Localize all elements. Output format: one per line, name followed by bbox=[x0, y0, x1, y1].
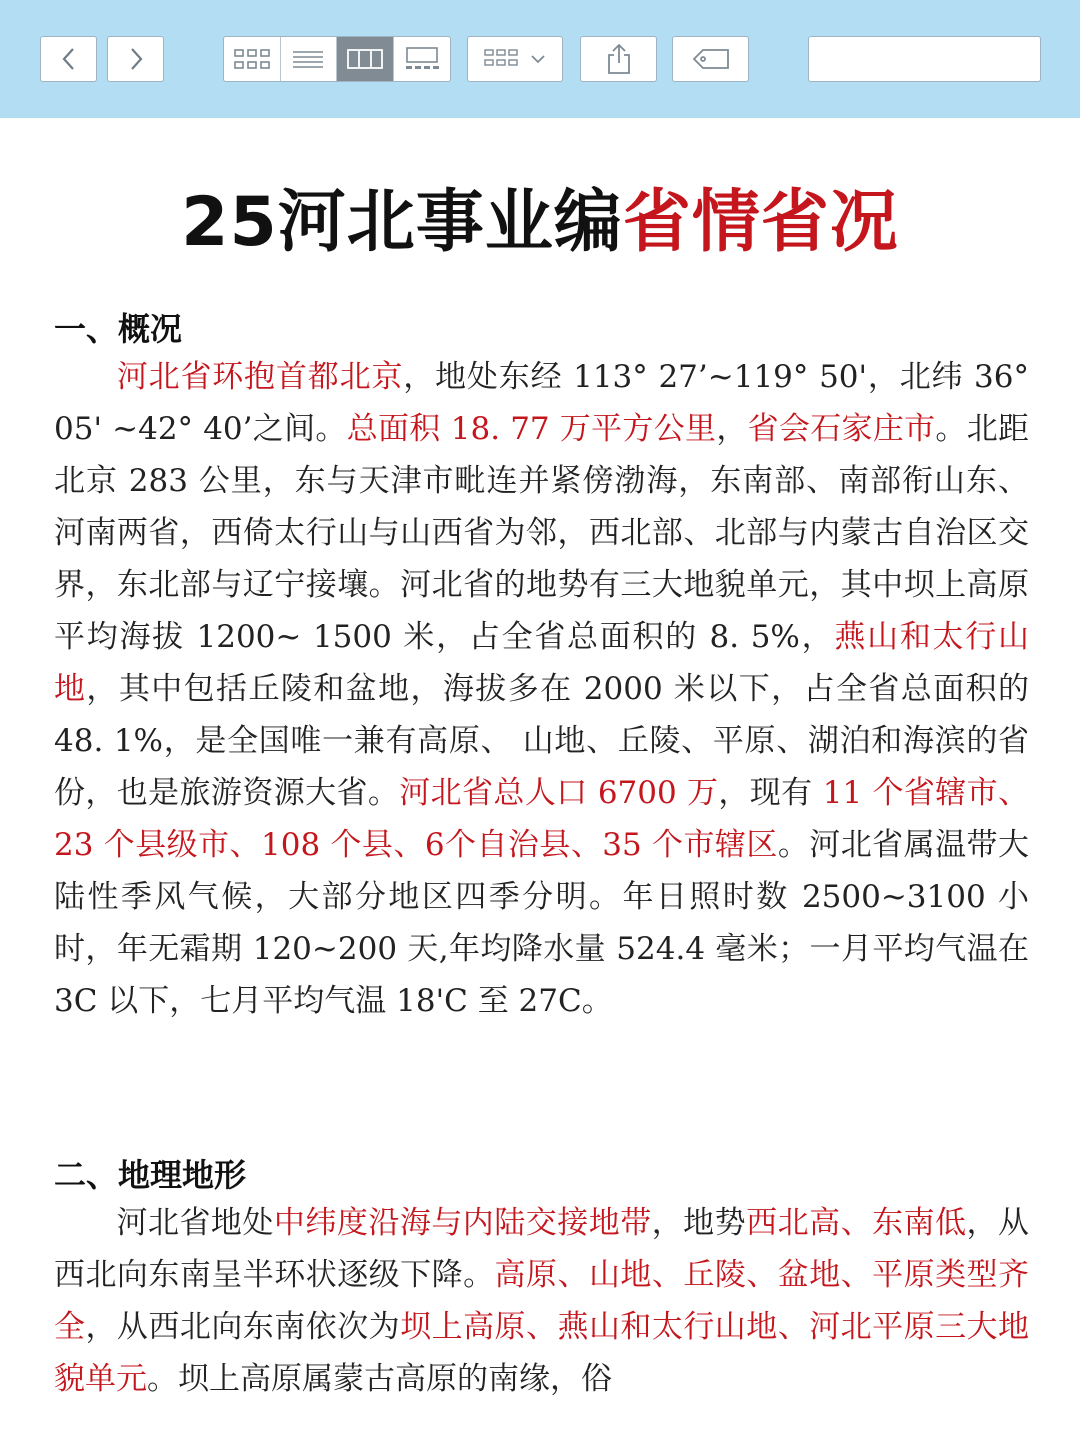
highlight-text: 坝上高原、燕山和太行山地、河北平原三大地貌单元 bbox=[54, 1309, 1030, 1397]
highlight-text: 西北高、东南低 bbox=[746, 1205, 967, 1241]
back-button[interactable] bbox=[40, 36, 97, 82]
share-button[interactable] bbox=[580, 36, 657, 82]
share-icon bbox=[605, 43, 633, 75]
title-black: 25河北事业编 bbox=[181, 183, 623, 262]
chevron-left-icon bbox=[59, 46, 79, 72]
overview-paragraph bbox=[54, 351, 1029, 1027]
forward-button[interactable] bbox=[107, 36, 164, 82]
body-text: 。河北省属温带大陆性季风气候，大部分地区四季分明。年日照时数 2500~3100 小时，年无霜期 120~200 天,年均降水量 524.4 毫米；一月平均气温在 3C 以下，七月平均气温 18'C 至 27C。 bbox=[54, 827, 1029, 1019]
body-text: ，其中包括丘陵和盆地，海拔多在 2000 米以下，占全省总面积的 48. 1%，是全国唯一兼有高原、 山地、丘陵、平原、湖泊和海滨的省份，也是旅游资源大省。 bbox=[54, 671, 1030, 811]
column-view-icon bbox=[346, 47, 384, 71]
list-view-icon bbox=[291, 47, 325, 71]
section-heading-geography: 二、地理地形 bbox=[54, 1156, 247, 1194]
view-mode-group bbox=[223, 36, 451, 82]
body-text: 。坝上高原属蒙古高原的南缘，俗 bbox=[147, 1361, 612, 1397]
highlight-text: 高原、山地、丘陵、盆地、平原类型齐全 bbox=[54, 1257, 1030, 1345]
title-red: 省情省况 bbox=[622, 183, 899, 262]
body-text: ，地势 bbox=[651, 1205, 747, 1241]
group-by-button[interactable] bbox=[467, 36, 563, 82]
page-title bbox=[0, 168, 1080, 265]
grid-view-icon bbox=[233, 47, 271, 71]
chevron-right-icon bbox=[126, 46, 146, 72]
view-gallery-button[interactable] bbox=[394, 37, 451, 81]
search-input[interactable] bbox=[825, 48, 1054, 71]
body-text: 河北省地处 bbox=[116, 1205, 274, 1241]
highlight-text: 燕山和太行山地 bbox=[54, 619, 1029, 707]
chevron-down-icon bbox=[529, 52, 547, 66]
view-list-button[interactable] bbox=[281, 37, 338, 81]
gallery-view-icon bbox=[403, 46, 441, 72]
highlight-text: 11 个省辖市、23 个县级市、108 个县、6个自治县、35 个市辖区 bbox=[54, 775, 1029, 863]
tag-button[interactable] bbox=[672, 36, 749, 82]
highlight-text: 省会石家庄市 bbox=[747, 411, 936, 447]
body-text: ， bbox=[716, 411, 748, 447]
view-icons-button[interactable] bbox=[224, 37, 281, 81]
body-text: ，现有 bbox=[718, 775, 823, 811]
body-text: ，从西北向东南呈半环状逐级下降。 bbox=[54, 1205, 1030, 1293]
highlight-text: 河北省总人口 6700 万 bbox=[399, 775, 719, 811]
group-grid-icon bbox=[483, 47, 523, 71]
highlight-text: 总面积 18. 77 万平方公里 bbox=[346, 411, 717, 447]
tag-icon bbox=[691, 47, 731, 71]
body-text: ，地处东经 113° 27’~119° 50'，北纬 36° 05' ~42° 40’之间。 bbox=[54, 359, 1029, 447]
body-text: 。北距北京 283 公里，东与天津市毗连并紧傍渤海，东南部、南部衔山东、河南两省，西倚太行山与山西省为邻，西北部、北部与内蒙古自治区交界，东北部与辽宁接壤。河北省的地势有三大地貌单元，其中坝上高原平均海拔 1200~ 1500 米，占全省总面积的 8. 5%， bbox=[54, 411, 1030, 655]
body-text: ，从西北向东南依次为 bbox=[85, 1309, 401, 1345]
geography-paragraph bbox=[54, 1197, 1029, 1405]
toolbar bbox=[0, 0, 1080, 118]
search-field[interactable] bbox=[808, 36, 1041, 82]
highlight-text: 中纬度沿海与内陆交接地带 bbox=[273, 1205, 652, 1241]
view-columns-button[interactable] bbox=[337, 37, 394, 81]
section-heading-overview: 一、概况 bbox=[54, 310, 183, 348]
highlight-text: 河北省环抱首都北京 bbox=[116, 359, 404, 395]
